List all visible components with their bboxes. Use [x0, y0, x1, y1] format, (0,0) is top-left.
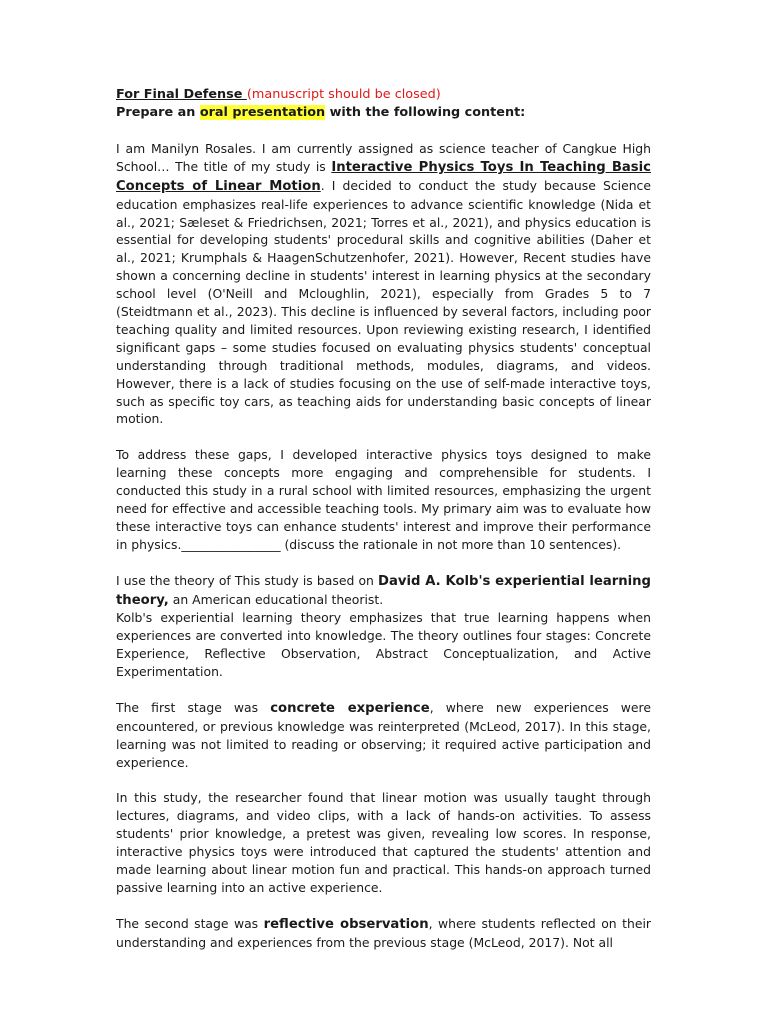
- stage1-paragraph: [116, 699, 651, 772]
- stage2-paragraph: [116, 915, 651, 952]
- concrete-experience-term: concrete experience: [270, 700, 430, 716]
- final-defense-title: For Final Defense: [116, 87, 247, 102]
- prepare-prefix: Prepare an: [116, 105, 200, 120]
- oral-presentation-highlight: oral presentation: [199, 105, 326, 120]
- manuscript-note: manuscript should be closed: [251, 87, 436, 102]
- theory-text-2: an American educational theorist.: [168, 591, 384, 607]
- theory-paragraph: [116, 572, 651, 610]
- prepare-suffix: with the following content:: [325, 105, 526, 120]
- reflective-observation-term: reflective observation: [263, 916, 429, 932]
- stage2-text-1: The second stage was: [116, 915, 264, 931]
- study-paragraph: In this study, the researcher found that linear motion was usually taught through lectures, diagrams, and video clips, with a lack of hands-on activities. To assess students' prior knowledge, a pretest was given, revealing low scores. In response, interactive physics toys were introduced that captured the students' attention and made learning about linear motion fun and practical. This hands-on approach turned passive learning into an active experience.: [116, 790, 651, 895]
- kolb-theory-name: David A. Kolb's experiential learning theory,: [116, 573, 651, 608]
- note-close: ): [435, 87, 441, 102]
- intro-text-1: I am Manilyn Rosales. I am currently assigned as science teacher of Cangkue High School… The title of my study is: [116, 140, 651, 174]
- final-defense-heading: [116, 86, 651, 104]
- intro-paragraph: [116, 140, 651, 429]
- gaps-paragraph: To address these gaps, I developed interactive physics toys designed to make learning these concepts more engaging and comprehensible for students. I conducted this study in a rural school with limited resources, emphasizing the urgent need for effective and accessible teaching tools. My primary aim was to evaluate how these interactive toys can enhance students' interest and improve their performance in physics.________________ (discuss the rationale in not more than 10 sentences).: [116, 447, 651, 552]
- stage1-text-1: The first stage was: [116, 699, 271, 715]
- stage1-text-2: , where new experiences were encountered, or previous knowledge was reinterpreted (McLeod, 2017). In this stage, learning was not limited to reading or observing; it required active participation and experience.: [116, 699, 651, 770]
- intro-text-2: . I decided to conduct the study because Science education emphasizes real-life experiences to advance scientific knowledge (Nida et al., 2021; Sæleset & Friedrichsen, 2021; Torres et al., 2021), and physics education is essential for developing students' procedural skills and cognitive abilities (Daher et al., 2021; Krumphals & HaagenSchutzenhofer, 2021). However, Recent studies have shown a concerning decline in students' interest in learning physics at the secondary school level (O'Neill and Mcloughlin, 2021), especially from Grades 5 to 7 (Steidtmann et al., 2023). This decline is influenced by several factors, including poor teaching quality and limited resources. Upon reviewing existing research, I identified significant gaps – some studies focused on evaluating physics students' conceptual understanding through traditional methods, modules, diagrams, and videos. However, there is a lack of studies focusing on the use of self-made interactive toys, such as specific toy cars, as teaching aids for understanding basic concepts of linear motion.: [116, 177, 651, 427]
- theory-explanation: Kolb's experiential learning theory emphasizes that true learning happens when experiences are converted into knowledge. The theory outlines four stages: Concrete Experience, Reflective Observation, Abstract Conceptualization, and Active Experimentation.: [116, 610, 651, 680]
- prepare-heading: [116, 104, 651, 122]
- study-title: Interactive Physics Toys In Teaching Basic Concepts of Linear Motion: [116, 159, 651, 194]
- theory-text-1: I use the theory of This study is based on: [116, 572, 379, 588]
- stage2-text-2: , where students reflected on their understanding and experiences from the previous stage (McLeod, 2017). Not all: [116, 915, 651, 950]
- note-open: (: [246, 87, 252, 102]
- document-page: [116, 86, 651, 952]
